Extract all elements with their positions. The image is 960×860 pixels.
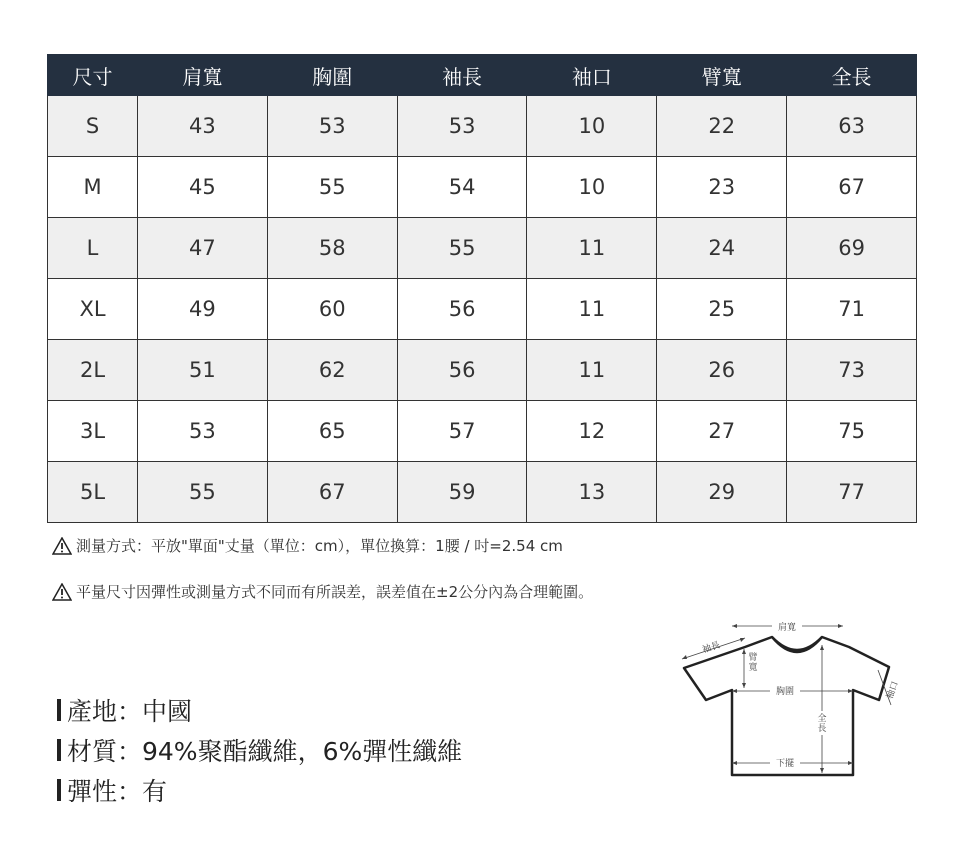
table-cell: 55 <box>138 462 268 523</box>
table-cell: XL <box>48 279 138 340</box>
spec-elasticity <box>57 770 462 810</box>
label-cuff: 袖口 <box>885 680 901 701</box>
tshirt-outline <box>684 637 889 775</box>
table-cell: 10 <box>527 157 657 218</box>
label-shoulder: 肩寬 <box>777 623 797 633</box>
table-cell: 11 <box>527 279 657 340</box>
measure-note-text: 測量方式：平放"單面"丈量（單位：cm），單位換算：1腰 / 吋=2.54 cm <box>76 537 563 555</box>
header-arm-width: 臂寬 <box>657 55 787 96</box>
table-cell: 43 <box>138 96 268 157</box>
table-cell: 13 <box>527 462 657 523</box>
table-cell: 11 <box>527 218 657 279</box>
header-cuff: 袖口 <box>527 55 657 96</box>
spec-origin <box>57 690 462 730</box>
table-cell: 53 <box>267 96 397 157</box>
table-cell: L <box>48 218 138 279</box>
table-cell: 53 <box>138 401 268 462</box>
table-cell: 69 <box>787 218 917 279</box>
table-row <box>48 279 917 340</box>
table-row <box>48 401 917 462</box>
table-cell: 67 <box>267 462 397 523</box>
table-cell: 75 <box>787 401 917 462</box>
table-cell: 53 <box>397 96 527 157</box>
table-cell: M <box>48 157 138 218</box>
header-length: 全長 <box>787 55 917 96</box>
label-chest: 胸圍 <box>775 687 795 697</box>
table-row <box>48 96 917 157</box>
bullet-bar-icon <box>57 779 61 801</box>
table-cell: 23 <box>657 157 787 218</box>
spec-material <box>57 730 462 770</box>
spec-origin-text: 產地：中國 <box>67 697 193 726</box>
label-sleeve-length: 袖長 <box>701 640 722 656</box>
table-cell: 67 <box>787 157 917 218</box>
table-cell: 45 <box>138 157 268 218</box>
table-cell: 5L <box>48 462 138 523</box>
table-cell: 62 <box>267 340 397 401</box>
table-cell: 59 <box>397 462 527 523</box>
table-cell: S <box>48 96 138 157</box>
warning-triangle-icon <box>52 537 72 555</box>
table-cell: 12 <box>527 401 657 462</box>
table-cell: 22 <box>657 96 787 157</box>
table-cell: 55 <box>397 218 527 279</box>
table-row <box>48 462 917 523</box>
table-cell: 49 <box>138 279 268 340</box>
table-cell: 65 <box>267 401 397 462</box>
bullet-bar-icon <box>57 699 61 721</box>
label-arm-width: 臂寬 <box>748 653 758 673</box>
measure-note <box>52 535 563 556</box>
table-cell: 24 <box>657 218 787 279</box>
table-cell: 47 <box>138 218 268 279</box>
warning-triangle-icon <box>52 583 72 601</box>
table-cell: 55 <box>267 157 397 218</box>
table-row <box>48 218 917 279</box>
table-cell: 2L <box>48 340 138 401</box>
table-cell: 3L <box>48 401 138 462</box>
size-table <box>47 54 917 523</box>
table-cell: 29 <box>657 462 787 523</box>
table-row <box>48 340 917 401</box>
table-cell: 63 <box>787 96 917 157</box>
table-cell: 56 <box>397 279 527 340</box>
bullet-bar-icon <box>57 739 61 761</box>
table-cell: 58 <box>267 218 397 279</box>
header-chest: 胸圍 <box>267 55 397 96</box>
tolerance-note <box>52 581 593 602</box>
tolerance-note-text: 平量尺寸因彈性或測量方式不同而有所誤差，誤差值在±2公分內為合理範圍。 <box>76 583 594 601</box>
spec-elasticity-text: 彈性：有 <box>67 777 168 806</box>
table-cell: 71 <box>787 279 917 340</box>
header-sleeve-length: 袖長 <box>397 55 527 96</box>
table-cell: 56 <box>397 340 527 401</box>
table-row <box>48 157 917 218</box>
header-size: 尺寸 <box>48 55 138 96</box>
spec-material-text: 材質：94%聚酯纖維，6%彈性纖維 <box>67 737 463 766</box>
label-length: 全長 <box>817 714 827 734</box>
tshirt-measurement-diagram <box>675 615 915 785</box>
size-table-header <box>48 55 917 96</box>
table-cell: 54 <box>397 157 527 218</box>
table-cell: 77 <box>787 462 917 523</box>
product-specs <box>57 690 462 810</box>
table-cell: 10 <box>527 96 657 157</box>
header-shoulder: 肩寬 <box>138 55 268 96</box>
table-cell: 27 <box>657 401 787 462</box>
table-cell: 73 <box>787 340 917 401</box>
table-cell: 25 <box>657 279 787 340</box>
table-cell: 57 <box>397 401 527 462</box>
table-cell: 60 <box>267 279 397 340</box>
label-hem: 下擺 <box>775 759 795 769</box>
table-cell: 26 <box>657 340 787 401</box>
table-cell: 51 <box>138 340 268 401</box>
table-cell: 11 <box>527 340 657 401</box>
